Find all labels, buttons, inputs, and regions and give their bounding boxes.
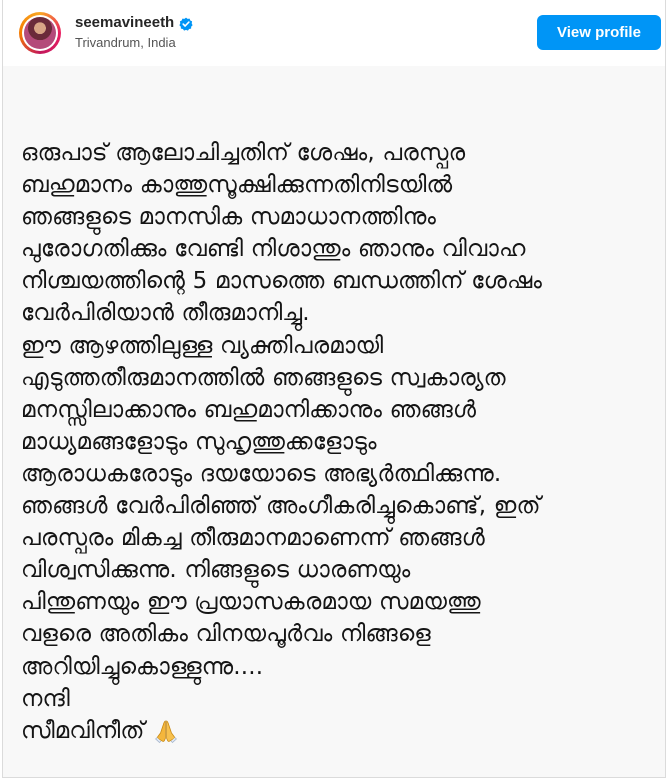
username-link[interactable]: seemavineeth (75, 14, 175, 31)
post-line: നിശ്ചയത്തിന്റെ 5 മാസത്തെ ബന്ധത്തിന് ശേഷം (21, 268, 543, 295)
post-line: വിശ്വസിക്കുന്നു. നിങ്ങളുടെ ധാരണയും (21, 557, 411, 584)
avatar-image (22, 15, 58, 51)
post-text (21, 137, 651, 747)
post-line: മാധ്യമങ്ങളോടും സുഹൃത്തുക്കളോടും (21, 428, 377, 455)
post-header (3, 0, 665, 66)
username-row (75, 14, 193, 31)
post-line: അറിയിച്ചുകൊള്ളുന്നു.... (21, 653, 264, 680)
post-line: നന്ദി (21, 685, 70, 712)
profile-photo (24, 17, 56, 49)
folded-hands-icon (153, 718, 179, 744)
signature-row (21, 715, 651, 747)
post-image[interactable] (3, 66, 665, 777)
post-line: പുരോഗതിക്കും വേണ്ടി നിശാന്തും ഞാനും വിവാഹ (21, 236, 526, 263)
location-link[interactable]: Trivandrum, India (75, 35, 176, 50)
signature-text: സീമവിനീത് (21, 717, 145, 744)
instagram-embed (2, 0, 666, 778)
post-line: ബഹുമാനം കാത്തുസൂക്ഷിക്കുന്നതിനിടയിൽ (21, 172, 453, 199)
avatar[interactable] (19, 12, 61, 54)
post-line: ഒരുപാട് ആലോചിച്ചതിന് ശേഷം, പരസ്പര (21, 140, 466, 166)
post-line: മനസ്സിലാക്കാനും ബഹുമാനിക്കാനും ഞങ്ങൾ (21, 396, 477, 423)
post-line: വേർപിരിയാൻ തീരുമാനിച്ചു. (21, 300, 310, 327)
post-line: പരസ്പരം മികച്ച തീരുമാനമാണെന്ന് ഞങ്ങൾ (21, 525, 485, 552)
post-line: ഞങ്ങളുടെ മാനസിക സമാധാനത്തിനും (21, 204, 437, 231)
post-line: ആരാധകരോടും ദയയോടെ അഭ്യർത്ഥിക്കുന്നു. (21, 460, 502, 487)
verified-badge-icon (179, 16, 193, 30)
post-line: ഞങ്ങൾ വേർപിരിഞ്ഞ് അംഗീകരിച്ചുകൊണ്ട്, ഇത് (21, 493, 541, 520)
view-profile-button[interactable]: View profile (537, 15, 661, 50)
post-line: വളരെ അതികം വിനയപൂർവം നിങ്ങളെ (21, 621, 431, 648)
post-line: എടുത്തതീരുമാനത്തിൽ ഞങ്ങളുടെ സ്വകാര്യത (21, 364, 506, 391)
post-line: പിന്തുണയും ഈ പ്രയാസകരമായ സമയത്തു (21, 589, 481, 616)
post-line: ഈ ആഴത്തിലുള്ള വ്യക്തിപരമായി (21, 332, 384, 359)
